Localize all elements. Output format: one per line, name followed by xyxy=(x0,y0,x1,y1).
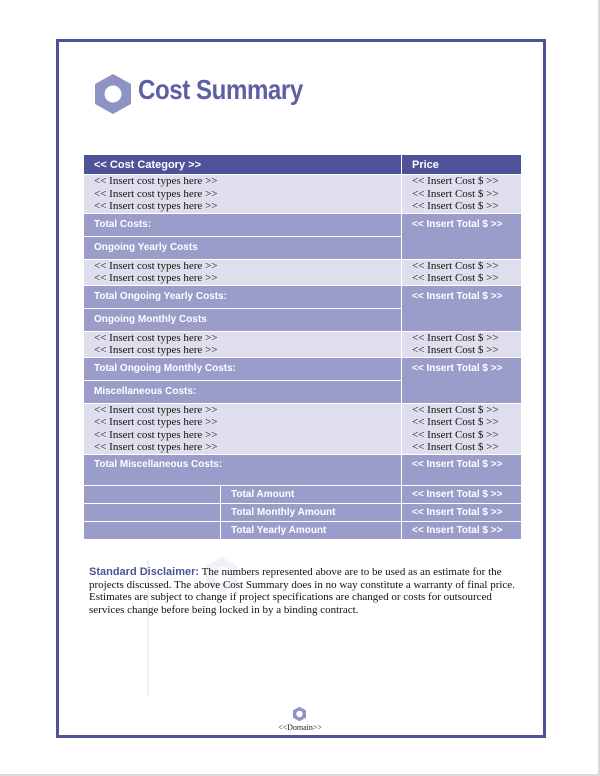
hexagon-nut-icon xyxy=(292,706,307,722)
section-total-label: Total Ongoing Yearly Costs: xyxy=(84,285,402,308)
section-heading: Ongoing Yearly Costs xyxy=(84,236,402,259)
cost-price-text: << Insert Cost $ >> xyxy=(412,200,499,212)
cost-type-cell xyxy=(84,331,402,357)
section-total-value: << Insert Total $ >> xyxy=(402,357,522,403)
cost-type-cell xyxy=(84,175,402,214)
cost-type-text: << Insert cost types here >> xyxy=(94,441,218,453)
grand-total-value: << Insert Total $ >> xyxy=(402,503,522,521)
cost-type-text: << Insert cost types here >> xyxy=(94,175,218,187)
section-total-value: << Insert Total $ >> xyxy=(402,285,522,331)
cost-type-text: << Insert cost types here >> xyxy=(94,428,218,441)
section-heading: Miscellaneous Costs: xyxy=(84,380,402,403)
cost-price-cell xyxy=(402,259,522,285)
disclaimer-label: Standard Disclaimer: xyxy=(89,566,200,578)
section-total-row xyxy=(84,285,522,308)
cost-price-cell xyxy=(402,331,522,357)
cost-price-cell xyxy=(402,403,522,454)
cost-type-text: << Insert cost types here >> xyxy=(94,259,218,272)
cost-type-text: << Insert cost types here >> xyxy=(94,416,218,428)
cost-type-cell xyxy=(84,259,402,285)
grand-total-value: << Insert Total $ >> xyxy=(402,521,522,539)
grand-total-label: Total Monthly Amount xyxy=(221,503,402,521)
section-total-value: << Insert Total $ >> xyxy=(402,454,522,485)
cost-items-row xyxy=(84,259,522,285)
cost-items-row xyxy=(84,175,522,214)
grand-total-spacer xyxy=(84,521,221,539)
section-total-row xyxy=(84,454,522,485)
cost-type-text: << Insert cost types here >> xyxy=(94,272,218,284)
cost-price-text: << Insert Cost $ >> xyxy=(412,331,499,344)
cost-items-row xyxy=(84,403,522,454)
cost-type-cell xyxy=(84,403,402,454)
grand-total-label: Total Amount xyxy=(221,485,402,503)
cost-price-text: << Insert Cost $ >> xyxy=(412,344,499,356)
section-total-value: << Insert Total $ >> xyxy=(402,213,522,259)
cost-price-text: << Insert Cost $ >> xyxy=(412,441,499,453)
grand-total-row xyxy=(84,521,522,539)
cost-price-text: << Insert Cost $ >> xyxy=(412,259,499,272)
hexagon-nut-icon xyxy=(92,72,134,116)
cost-price-text: << Insert Cost $ >> xyxy=(412,187,499,200)
page-title: Cost Summary xyxy=(138,74,303,105)
cost-type-text: << Insert cost types here >> xyxy=(94,200,218,212)
cost-price-text: << Insert Cost $ >> xyxy=(412,428,499,441)
cost-items-row xyxy=(84,331,522,357)
section-total-label: Total Ongoing Monthly Costs: xyxy=(84,357,402,380)
grand-total-value: << Insert Total $ >> xyxy=(402,485,522,503)
section-total-label: Total Costs: xyxy=(84,213,402,236)
grand-total-spacer xyxy=(84,485,221,503)
grand-total-label: Total Yearly Amount xyxy=(221,521,402,539)
price-header: Price xyxy=(402,155,522,175)
table-header-row xyxy=(84,155,522,175)
section-heading: Ongoing Monthly Costs xyxy=(84,308,402,331)
cost-type-text: << Insert cost types here >> xyxy=(94,331,218,344)
cost-price-text: << Insert Cost $ >> xyxy=(412,175,499,187)
cost-price-text: << Insert Cost $ >> xyxy=(412,403,499,416)
footer-domain: <<Domain>> xyxy=(278,723,322,732)
cost-type-text: << Insert cost types here >> xyxy=(94,187,218,200)
disclaimer-paragraph xyxy=(89,566,519,616)
cost-price-text: << Insert Cost $ >> xyxy=(412,272,499,284)
cost-summary-table xyxy=(83,154,522,540)
section-total-row xyxy=(84,213,522,236)
cost-category-header: << Cost Category >> xyxy=(84,155,402,175)
cost-price-cell xyxy=(402,175,522,214)
section-total-row xyxy=(84,357,522,380)
cost-type-text: << Insert cost types here >> xyxy=(94,344,218,356)
cost-price-text: << Insert Cost $ >> xyxy=(412,416,499,428)
cost-type-text: << Insert cost types here >> xyxy=(94,403,218,416)
grand-total-row xyxy=(84,485,522,503)
grand-total-spacer xyxy=(84,503,221,521)
grand-total-row xyxy=(84,503,522,521)
section-total-label: Total Miscellaneous Costs: xyxy=(84,454,402,485)
disclaimer-text: The numbers represented above are to be used as an estimate for the projects discussed. The above Cost Summary does in no way constitute a warranty of final price. Estimates are subject to change if project specifications are changed or costs for outsourced services change before being locked in by a binding contract. xyxy=(89,566,515,616)
